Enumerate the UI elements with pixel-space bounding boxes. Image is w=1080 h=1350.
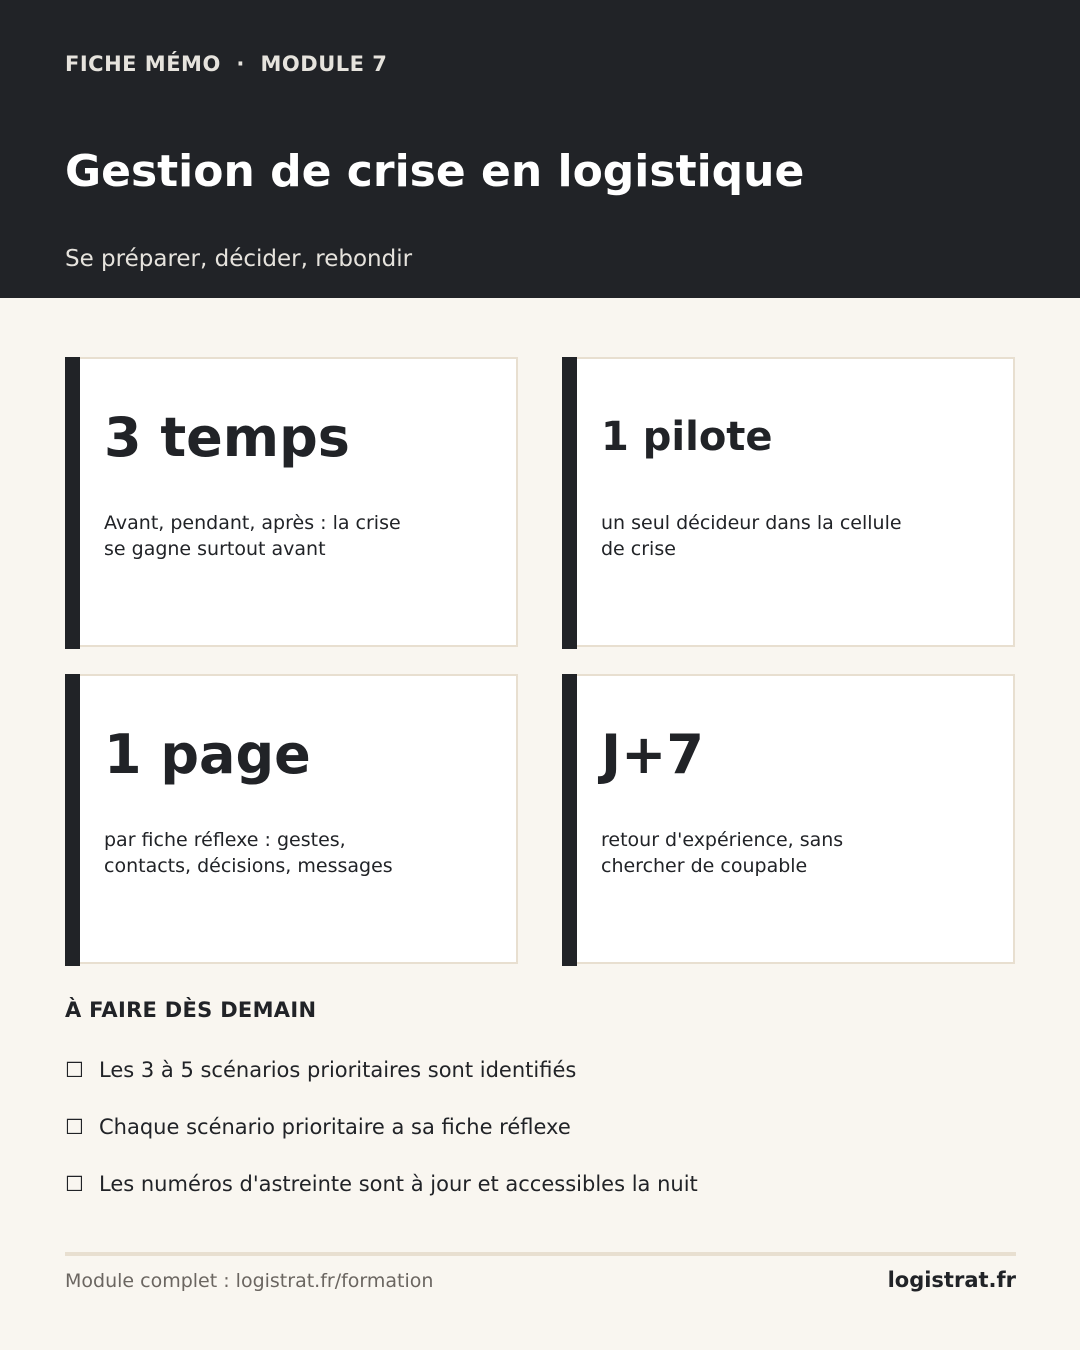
page-subtitle: Se préparer, décider, rebondir	[65, 246, 413, 272]
card-stat: 1 pilote	[601, 414, 773, 460]
header-banner	[0, 0, 1080, 298]
checkbox-icon: ☐	[65, 1172, 84, 1196]
stat-card-day-seven	[562, 674, 1015, 964]
checkbox-icon: ☐	[65, 1058, 84, 1082]
card-stat: 1 page	[104, 723, 311, 786]
card-description: par fiche réflexe : gestes, contacts, décisions, messages	[104, 829, 393, 877]
stat-card-one-page	[65, 674, 518, 964]
card-accent-bar	[562, 674, 577, 966]
footer-divider	[65, 1252, 1016, 1256]
todo-item-label: Les 3 à 5 scénarios prioritaires sont identifiés	[99, 1058, 577, 1082]
todo-item-label: Les numéros d'astreinte sont à jour et accessibles la nuit	[99, 1172, 698, 1196]
todo-item	[65, 1172, 698, 1196]
todo-item-label: Chaque scénario prioritaire a sa fiche réflexe	[99, 1115, 571, 1139]
module-kicker: FICHE MÉMO · MODULE 7	[65, 52, 388, 76]
checkbox-icon: ☐	[65, 1115, 84, 1139]
todo-item	[65, 1115, 571, 1139]
card-stat: 3 temps	[104, 406, 350, 469]
card-description: un seul décideur dans la cellule de crise	[601, 512, 902, 560]
brand-name[interactable]: logistrat.fr	[887, 1268, 1016, 1292]
card-accent-bar	[65, 674, 80, 966]
module-link[interactable]: Module complet : logistrat.fr/formation	[65, 1270, 434, 1292]
todo-item	[65, 1058, 576, 1082]
card-accent-bar	[562, 357, 577, 649]
card-accent-bar	[65, 357, 80, 649]
stat-card-three-phases	[65, 357, 518, 647]
card-stat: J+7	[601, 723, 704, 786]
stat-card-one-pilot	[562, 357, 1015, 647]
card-description: Avant, pendant, après : la crise se gagne surtout avant	[104, 512, 401, 560]
todo-heading: À FAIRE DÈS DEMAIN	[65, 998, 317, 1022]
page-title: Gestion de crise en logistique	[65, 146, 805, 197]
card-description: retour d'expérience, sans chercher de coupable	[601, 829, 844, 877]
